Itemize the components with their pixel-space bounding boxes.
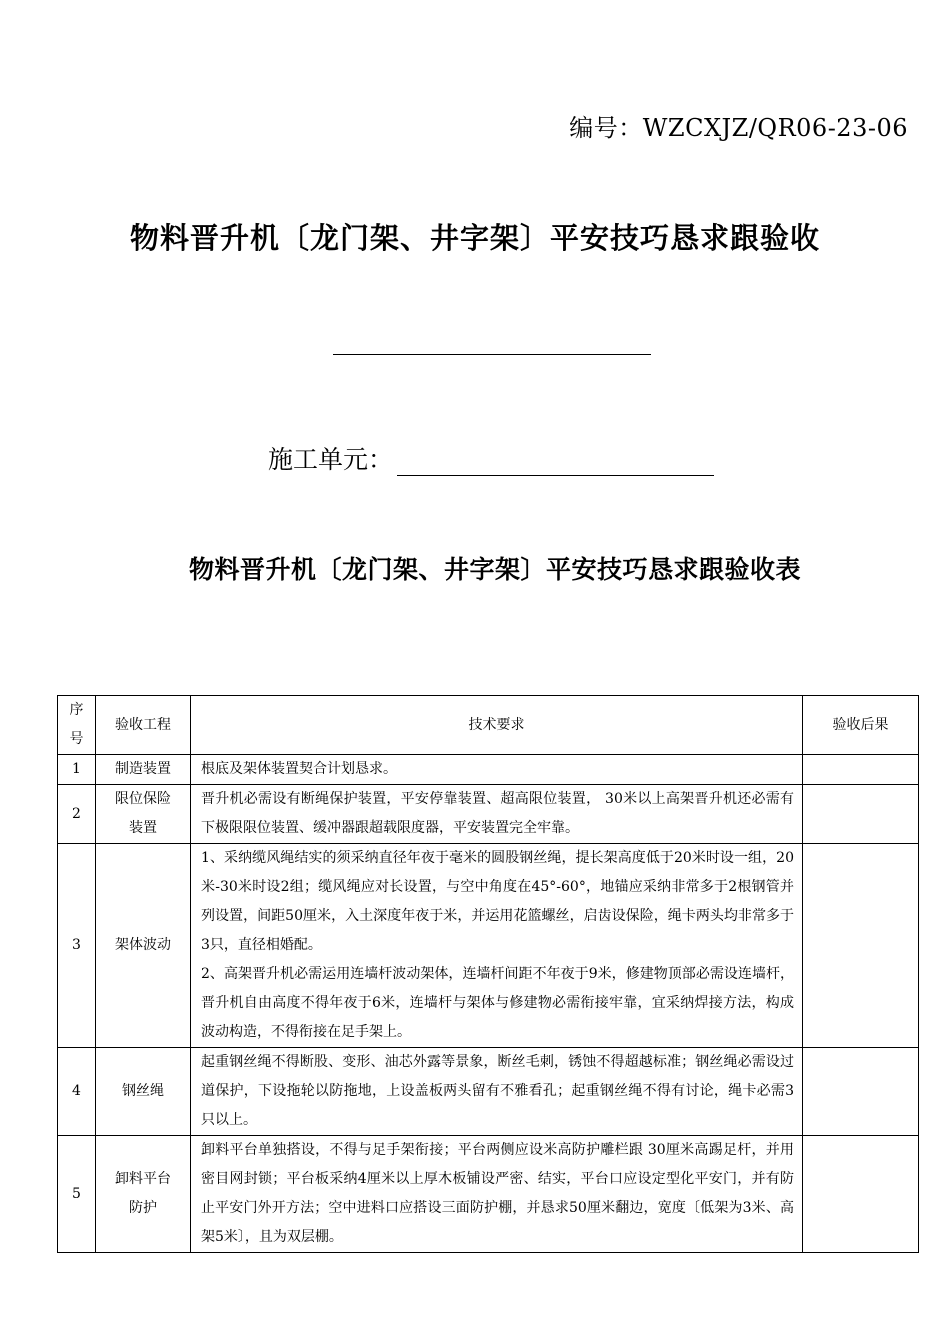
requirement-paragraph: 1、采纳缆风绳结实的须采纳直径年夜于毫米的圆股钢丝绳，提长架高度低于20米时设一组，20米-30米时设2组；缆风绳应对长设置，与空中角度在45°-60°，地锚应采纳非常多于2根钢管并列设置，间距50厘米，入土深度年夜于米，并运用花篮螺丝，启齿设保险，绳卡两头均非常多于3只，直径相婚配。 [201,850,794,953]
technical-requirement [191,785,803,844]
acceptance-result-cell[interactable] [803,844,919,1048]
row-number: 3 [58,844,96,1048]
acceptance-result-cell[interactable] [803,785,919,844]
acceptance-item: 钢丝绳 [96,1048,191,1136]
acceptance-table [57,695,919,1253]
technical-requirement [191,1048,803,1136]
construction-unit-label: 施工单元： [268,445,394,474]
table-row [58,1136,919,1253]
technical-requirement [191,844,803,1048]
acceptance-item: 制造装置 [96,755,191,785]
row-number: 4 [58,1048,96,1136]
requirement-paragraph: 卸料平台单独搭设，不得与足手架衔接；平台两侧应设米高防护雕栏跟 30厘米高踢足杆，并用密目网封锁；平台板采纳4厘米以上厚木板铺设严密、结实，平台口应设定型化平安门，并有防止平安门外开方法；空中进料口应搭设三面防护棚，并恳求50厘米翻边，宽度〔低架为3米、高架5米〕，且为双层棚。 [201,1142,794,1245]
row-number: 1 [58,755,96,785]
blank-underline [333,354,651,355]
row-number: 5 [58,1136,96,1253]
acceptance-item: 架体波动 [96,844,191,1048]
requirement-paragraph: 根底及架体装置契合计划恳求。 [201,761,397,777]
construction-unit-field[interactable] [397,447,714,476]
main-title: 物料晋升机〔龙门架、井字架〕平安技巧恳求跟验收 [129,221,820,255]
table-row [58,755,919,785]
table-header-row [58,696,919,755]
table-row [58,1048,919,1136]
table-row [58,785,919,844]
header-requirement: 技术要求 [191,696,803,755]
technical-requirement [191,1136,803,1253]
table-title: 物料晋升机〔龙门架、井字架〕平安技巧恳求跟验收表 [188,555,801,584]
document-number: 编号：WZCXJZ/QR06-23-06 [569,114,908,142]
acceptance-result-cell[interactable] [803,1048,919,1136]
requirement-paragraph: 晋升机必需设有断绳保护装置，平安停靠装置、超高限位装置， 30米以上高架晋升机还必需有下极限限位装置、缓冲器跟超载限度器，平安装置完全牢靠。 [201,791,794,836]
construction-unit-row [268,440,714,476]
table-row [58,844,919,1048]
technical-requirement [191,755,803,785]
header-no: 序号 [58,696,96,755]
requirement-paragraph: 2、高架晋升机必需运用连墙杆波动架体，连墙杆间距不年夜于9米，修建物顶部必需设连墙杆，晋升机自由高度不得年夜于6米，连墙杆与架体与修建物必需衔接牢靠，宜采纳焊接方法，构成波动构造，不得衔接在足手架上。 [201,966,794,1040]
row-number: 2 [58,785,96,844]
header-result: 验收后果 [803,696,919,755]
acceptance-item: 卸料平台防护 [96,1136,191,1253]
acceptance-result-cell[interactable] [803,1136,919,1253]
acceptance-item: 限位保险装置 [96,785,191,844]
requirement-paragraph: 起重钢丝绳不得断股、变形、油芯外露等景象，断丝毛刺，锈蚀不得超越标准；钢丝绳必需设过道保护，下设拖轮以防拖地，上设盖板两头留有不雅看孔；起重钢丝绳不得有讨论，绳卡必需3只以上。 [201,1054,794,1128]
header-item: 验收工程 [96,696,191,755]
acceptance-result-cell[interactable] [803,755,919,785]
